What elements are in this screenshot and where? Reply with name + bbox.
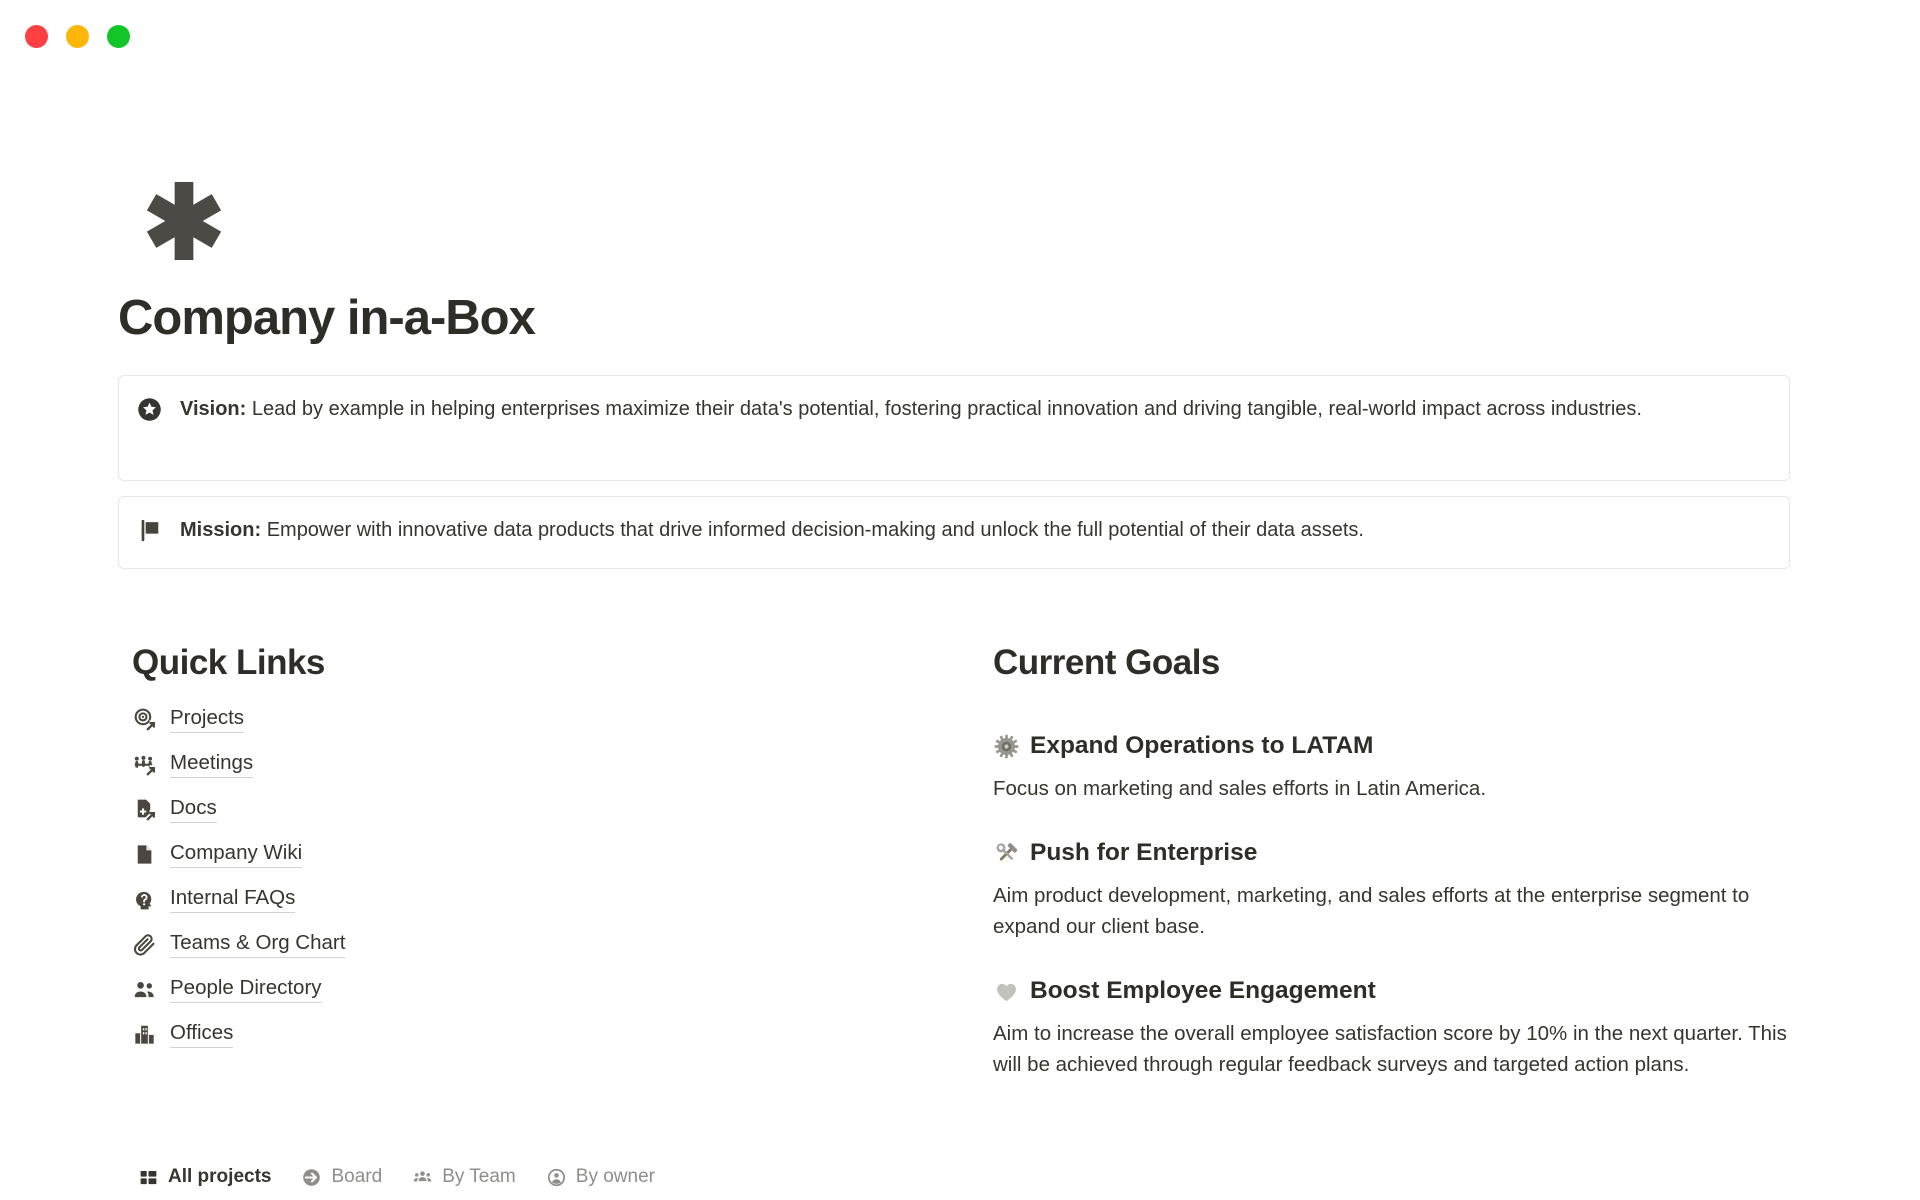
quick-link-label[interactable]: Internal FAQs (170, 886, 295, 913)
quick-link-meetings[interactable] (132, 752, 993, 777)
quick-link-label[interactable]: Docs (170, 796, 217, 823)
goal-title: Push for Enterprise (1030, 839, 1258, 866)
goal-title-row (993, 976, 1790, 1006)
goal-description: Aim to increase the overall employee satisfaction score by 10% in the next quarter. This will be achieved through regular feedback surveys and targeted action plans. (993, 1022, 1787, 1076)
tab-label: By Team (442, 1166, 516, 1187)
mission-text (180, 514, 1364, 546)
goal-expand-latam (993, 731, 1790, 804)
page-icon (132, 842, 157, 867)
minimize-button[interactable] (66, 25, 89, 48)
goal-boost-engagement (993, 976, 1790, 1080)
quick-link-label[interactable]: Company Wiki (170, 841, 302, 868)
owner-view-icon (546, 1167, 567, 1188)
mission-body: Empower with innovative data products that drive informed decision-making and unlock the full potential of their data assets. (266, 519, 1364, 541)
meeting-people-arrow-icon (132, 752, 157, 777)
mission-callout (118, 496, 1790, 569)
mission-label: Mission: (180, 519, 262, 541)
heart-icon (993, 978, 1020, 1005)
tab-by-team[interactable] (412, 1166, 516, 1188)
database-view-tabs (138, 1166, 655, 1188)
quick-link-internal-faqs[interactable] (132, 887, 993, 912)
current-goals-heading: Current Goals (993, 643, 1220, 682)
quick-link-label[interactable]: Projects (170, 706, 244, 733)
quick-link-label[interactable]: Teams & Org Chart (170, 931, 345, 958)
quick-links-heading: Quick Links (132, 643, 325, 682)
close-button[interactable] (25, 25, 48, 48)
current-goals-column (993, 641, 1790, 1080)
quick-link-label[interactable]: People Directory (170, 976, 322, 1003)
tab-board[interactable] (301, 1166, 382, 1188)
tab-label: Board (331, 1166, 383, 1187)
quick-link-label[interactable]: Offices (170, 1021, 233, 1048)
window-controls (25, 25, 130, 48)
goal-description: Focus on marketing and sales efforts in Latin America. (993, 777, 1487, 800)
tab-by-owner[interactable] (546, 1166, 655, 1188)
quick-link-docs[interactable] (132, 797, 993, 822)
head-question-icon (132, 887, 157, 912)
tab-all-projects[interactable] (138, 1166, 271, 1188)
gear-icon (993, 733, 1020, 760)
vision-callout (118, 375, 1790, 481)
tools-icon (993, 840, 1020, 867)
table-view-icon (138, 1167, 159, 1188)
quick-link-teams-org-chart[interactable] (132, 932, 993, 957)
notion-page (118, 0, 1790, 1200)
quick-links-column (118, 641, 993, 1080)
quick-link-label[interactable]: Meetings (170, 751, 253, 778)
tab-label: By owner (575, 1166, 655, 1187)
buildings-icon (132, 1022, 157, 1047)
paperclip-icon (132, 932, 157, 957)
goal-title-row (993, 731, 1790, 761)
team-view-icon (412, 1167, 433, 1188)
asterisk-icon[interactable] (145, 182, 223, 260)
star-circle-icon (136, 396, 163, 423)
vision-label: Vision: (180, 398, 247, 420)
tab-label: All projects (168, 1166, 272, 1187)
goal-title: Boost Employee Engagement (1030, 977, 1376, 1004)
two-column-layout (118, 641, 1790, 1080)
goal-push-enterprise (993, 838, 1790, 942)
board-view-icon (301, 1167, 322, 1188)
quick-link-projects[interactable] (132, 707, 993, 732)
goal-description: Aim product development, marketing, and sales efforts at the enterprise segment to expand our client base. (993, 884, 1750, 938)
people-icon (132, 977, 157, 1002)
document-plus-arrow-icon (132, 797, 157, 822)
vision-text (180, 393, 1642, 425)
vision-body: Lead by example in helping enterprises maximize their data's potential, fostering practical innovation and driving tangible, real-world impact across industries. (251, 398, 1642, 420)
flag-icon (136, 517, 163, 544)
quick-link-company-wiki[interactable] (132, 842, 993, 867)
page-title: Company in-a-Box (118, 291, 535, 345)
quick-link-people-directory[interactable] (132, 977, 993, 1002)
quick-link-offices[interactable] (132, 1022, 993, 1047)
quick-links-list (132, 707, 993, 1047)
goal-title: Expand Operations to LATAM (1030, 732, 1374, 759)
goal-title-row (993, 838, 1790, 868)
target-arrow-icon (132, 707, 157, 732)
